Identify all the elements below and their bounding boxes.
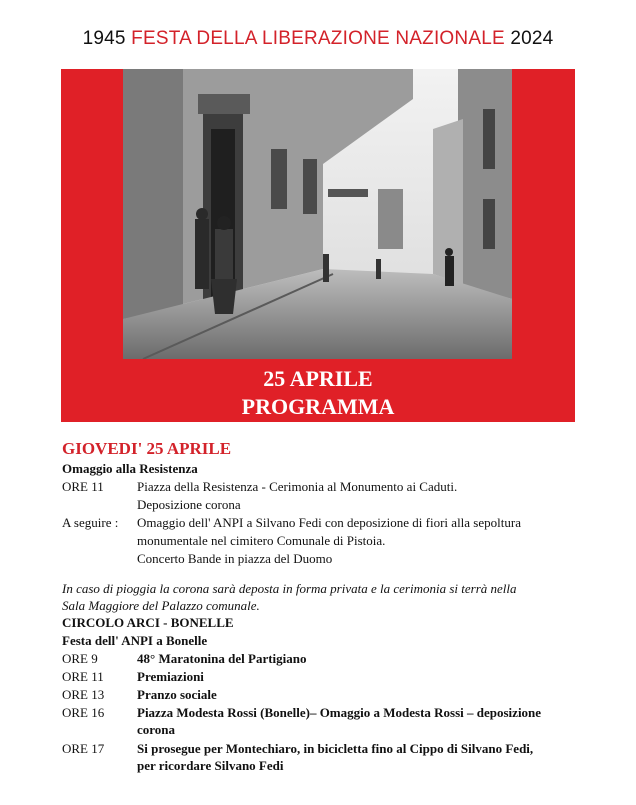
schedule-line: Piazza Modesta Rossi (Bonelle)– Omaggio a Modesta Rossi – deposizione — [137, 705, 542, 720]
schedule-line: Premiazioni — [137, 669, 204, 684]
rain-note-line: In caso di pioggia la corona sarà deposta in forma privata e la cerimonia si terrà nella — [62, 581, 517, 596]
banner-date: 25 APRILE — [263, 366, 373, 391]
schedule-line: corona — [137, 722, 176, 737]
schedule-time: ORE 17 — [62, 741, 105, 756]
poster-header — [0, 28, 636, 50]
banner-program: PROGRAMMA — [241, 394, 395, 419]
schedule-time: ORE 11 — [62, 479, 104, 494]
section2-title: Festa dell' ANPI a Bonelle — [62, 633, 208, 648]
day-heading: GIOVEDI' 25 APRILE — [62, 439, 232, 458]
schedule-line: Deposizione corona — [137, 497, 241, 512]
schedule-line: per ricordare Silvano Fedi — [137, 758, 284, 773]
schedule-line: Concerto Bande in piazza del Duomo — [137, 551, 333, 566]
schedule-line: Piazza della Resistenza - Cerimonia al Monumento ai Caduti. — [137, 479, 458, 494]
schedule-line: Omaggio dell' ANPI a Silvano Fedi con deposizione di fiori alla sepoltura — [137, 515, 521, 530]
schedule-line: monumentale nel cimitero Comunale di Pistoia. — [137, 533, 386, 548]
header-year-end: 2024 — [510, 28, 554, 49]
schedule-time: A seguire : — [62, 515, 119, 530]
schedule-time: ORE 9 — [62, 651, 98, 666]
header-year-start: 1945 — [82, 28, 126, 49]
schedule-line: Si prosegue per Montechiaro, in bicicletta fino al Cippo di Silvano Fedi, — [137, 741, 534, 756]
schedule-line: 48° Maratonina del Partigiano — [137, 651, 307, 666]
rain-note-line: Sala Maggiore del Palazzo comunale. — [62, 598, 260, 613]
section1-title: Omaggio alla Resistenza — [62, 461, 198, 476]
schedule-time: ORE 11 — [62, 669, 104, 684]
club-name: CIRCOLO ARCI - BONELLE — [62, 615, 234, 630]
schedule-time: ORE 13 — [62, 687, 105, 702]
historic-street-photo — [123, 69, 512, 359]
schedule-line: Pranzo sociale — [137, 687, 217, 702]
header-title: FESTA DELLA LIBERAZIONE NAZIONALE — [131, 28, 505, 49]
schedule-time: ORE 16 — [62, 705, 105, 720]
